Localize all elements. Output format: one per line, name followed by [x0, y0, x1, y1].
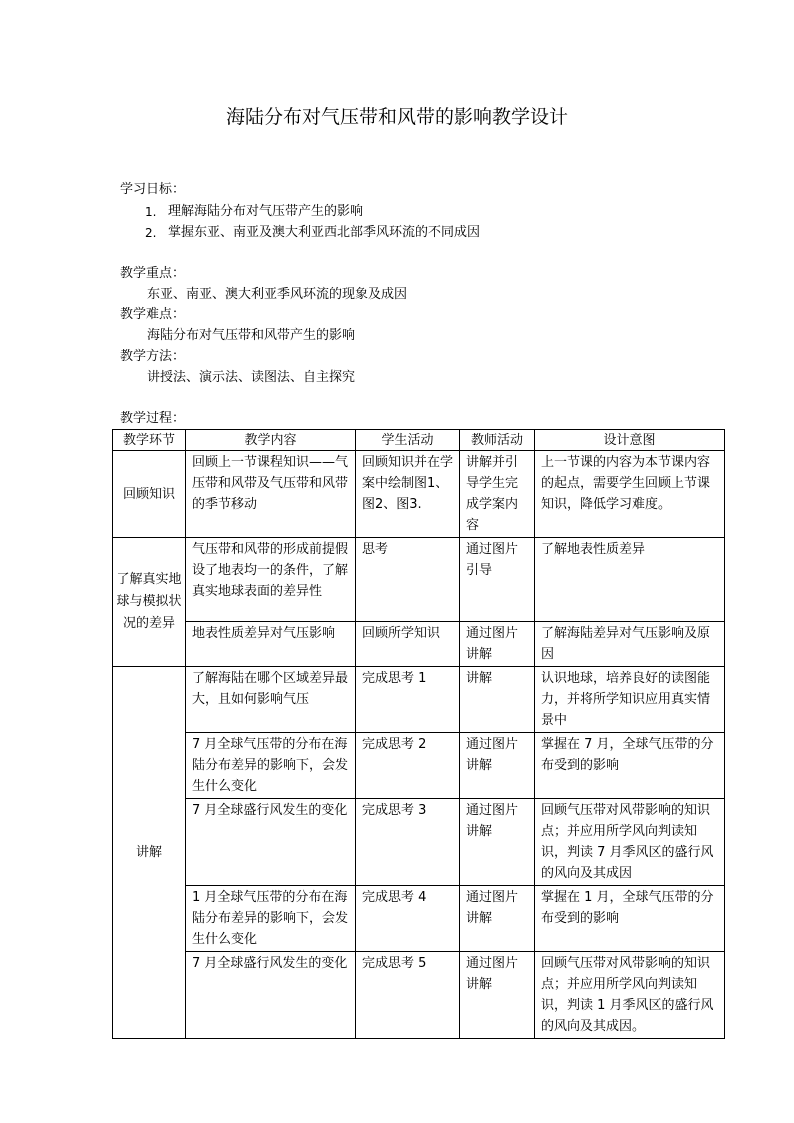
- content-cell: 地表性质差异对气压影响: [186, 622, 356, 667]
- content-cell: 7 月全球气压带的分布在海陆分布差异的影响下，会发生什么变化: [186, 733, 356, 799]
- objectives-heading: 学习日标：: [120, 182, 186, 197]
- intent-cell: 掌握在 7 月，全球气压带的分布受到的影响: [535, 733, 725, 799]
- content-cell: 7 月全球盛行风发生的变化: [186, 952, 356, 1039]
- table-row: [113, 733, 725, 799]
- methods-text: 讲授法、演示法、读图法、自主探究: [147, 370, 356, 385]
- teacher-cell: 讲解: [460, 667, 535, 733]
- stage-cell: 了解真实地球与模拟状况的差异: [113, 538, 186, 667]
- intent-cell: 回顾气压带对风带影响的知识点；并应用所学风向判读知识，判读 7 月季风区的盛行风的风向及其成因: [535, 799, 725, 886]
- process-heading: 教学过程：: [120, 411, 186, 426]
- teaching-process-table: [112, 429, 725, 1039]
- student-cell: 完成思考 1: [356, 667, 460, 733]
- table-row: [113, 799, 725, 886]
- student-cell: 完成思考 5: [356, 952, 460, 1039]
- objective-item: 掌握东亚、南亚及澳大利亚西北部季风环流的不同成因: [168, 225, 481, 240]
- document-title: 海陆分布对气压带和风带的影响教学设计: [225, 106, 568, 128]
- column-header-teacher: 教师活动: [460, 430, 535, 451]
- teacher-cell: 通过图片讲解: [460, 622, 535, 667]
- teacher-cell: 通过图片引导: [460, 538, 535, 622]
- table-row: [113, 451, 725, 538]
- objective-item: 理解海陆分布对气压带产生的影响: [168, 204, 364, 219]
- content-cell: 气压带和风带的形成前提假设了地表均一的条件，了解真实地球表面的差异性: [186, 538, 356, 622]
- column-header-content: 教学内容: [186, 430, 356, 451]
- teacher-cell: 讲解并引导学生完成学案内容: [460, 451, 535, 538]
- intent-cell: 了解地表性质差异: [535, 538, 725, 622]
- content-cell: 回顾上一节课程知识——气压带和风带及气压带和风带的季节移动: [186, 451, 356, 538]
- objective-number: 1.: [145, 205, 157, 219]
- table-row: [113, 952, 725, 1039]
- content-cell: 1 月全球气压带的分布在海陆分布差异的影响下，会发生什么变化: [186, 886, 356, 952]
- teacher-cell: 通过图片讲解: [460, 952, 535, 1039]
- intent-cell: 回顾气压带对风带影响的知识点；并应用所学风向判读知识，判读 1 月季风区的盛行风的风向及其成因。: [535, 952, 725, 1039]
- intent-cell: 掌握在 1 月，全球气压带的分布受到的影响: [535, 886, 725, 952]
- teacher-cell: 通过图片讲解: [460, 733, 535, 799]
- key-points-heading: 教学重点：: [120, 266, 186, 281]
- key-points-text: 东亚、南亚、澳大利亚季风环流的现象及成因: [147, 287, 408, 302]
- objective-number: 2.: [145, 226, 157, 240]
- student-cell: 完成思考 4: [356, 886, 460, 952]
- intent-cell: 认识地球，培养良好的读图能力，并将所学知识应用真实情景中: [535, 667, 725, 733]
- table-row: [113, 886, 725, 952]
- table-row: [113, 538, 725, 622]
- methods-heading: 教学方法：: [120, 349, 186, 364]
- stage-cell: 回顾知识: [113, 451, 186, 538]
- column-header-stage: 教学环节: [113, 430, 186, 451]
- difficulty-heading: 教学难点：: [120, 307, 186, 322]
- intent-cell: 上一节课的内容为本节课内容的起点，需要学生回顾上节课知识，降低学习难度。: [535, 451, 725, 538]
- table-row: [113, 622, 725, 667]
- teacher-cell: 通过图片讲解: [460, 799, 535, 886]
- content-cell: 7 月全球盛行风发生的变化: [186, 799, 356, 886]
- content-cell: 了解海陆在哪个区域差异最大，且如何影响气压: [186, 667, 356, 733]
- student-cell: 思考: [356, 538, 460, 622]
- table-row: [113, 667, 725, 733]
- student-cell: 回顾所学知识: [356, 622, 460, 667]
- student-cell: 完成思考 3: [356, 799, 460, 886]
- teacher-cell: 通过图片讲解: [460, 886, 535, 952]
- stage-cell: 讲解: [113, 667, 186, 1039]
- column-header-student: 学生活动: [356, 430, 460, 451]
- difficulty-text: 海陆分布对气压带和风带产生的影响: [147, 328, 356, 343]
- intent-cell: 了解海陆差异对气压影响及原因: [535, 622, 725, 667]
- column-header-intent: 设计意图: [535, 430, 725, 451]
- student-cell: 回顾知识并在学案中绘制图1、图2、图3.: [356, 451, 460, 538]
- table-header-row: [113, 430, 725, 451]
- student-cell: 完成思考 2: [356, 733, 460, 799]
